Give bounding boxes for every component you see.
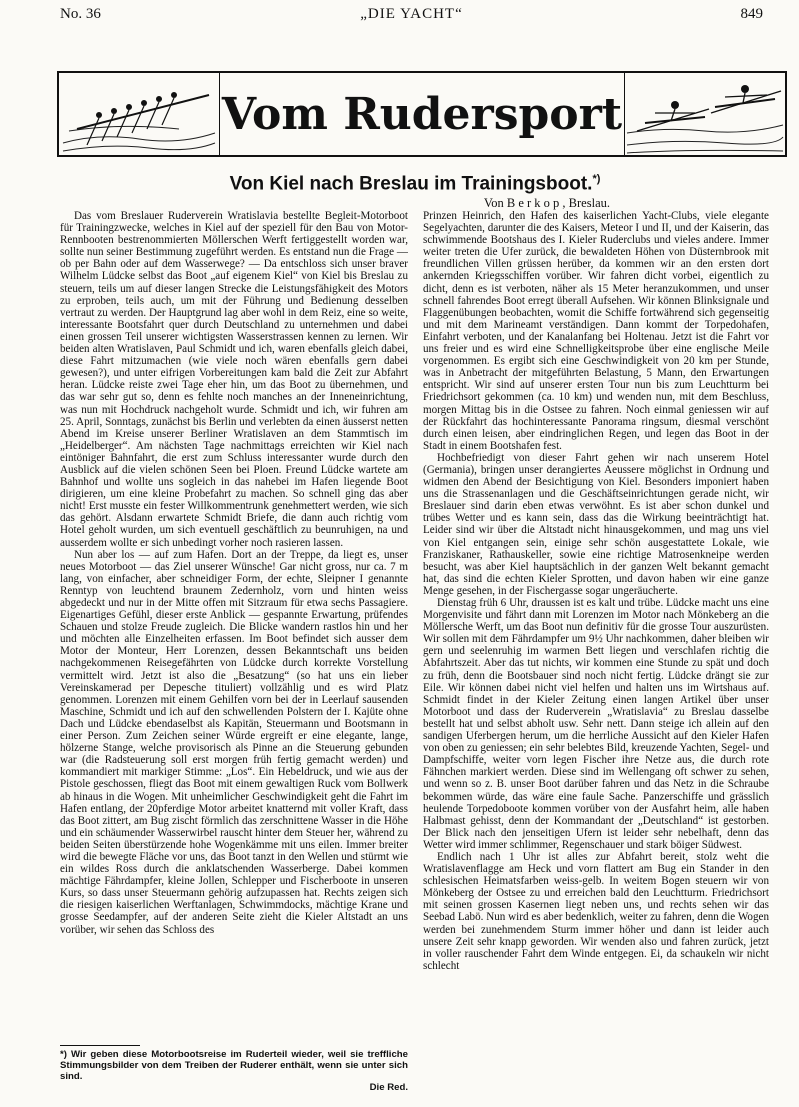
journal-name: „DIE YACHT“ <box>360 6 463 22</box>
footnote <box>60 1049 408 1093</box>
article-title <box>60 173 770 195</box>
banner-title: Vom Rudersport <box>221 88 623 140</box>
paragraph: Nun aber los — auf zum Hafen. Dort an der Treppe, da liegt es, unser neues Motorboot — das Ziel unserer Wünsche! Gar nicht gross, nur ca. 7 m lang, von einfacher, aber schneidiger Form, der echte, Sleipner I genannte Renntyp von leuchtend braunem Zedernholz, vorn und hinten weiss abgedeckt und nur in der Mitte offen mit Sitzraum für etwa sechs Passagiere. Eigenartiges Gefühl, dieser erste Anblick — gespannte Erwartung, prüfendes Schauen und stolze Freude zugleich. Die Blicke wandern rastlos hin und her und möchten alle Einzelheiten erfassen. Im Boot befindet sich ausser dem Motor der Monteur, Herr Lorenzen, dessen Bekanntschaft uns beiden nachgekommenen Reisegefährten von Lüdcke durch korrekte Vorstellung vermittelt wird. Jetzt ist also die „Besatzung“ (so hat uns ein lieber Vereinskamerad per Depesche tituliert) vollzählig und es wird Platz genommen. Lorenzen mit einem Gehilfen vorn bei der in Leerlauf sausenden Maschine, Schmidt und ich auf den schwellenden Polstern der I. Kajüte ohne Dach und Lüdcke ebendaselbst als Kapitän, Steuermann und Bootsmann in einer Person. Zum Zeichen seiner Würde ergreift er eine elegante, lange, hölzerne Stange, welche provisorisch als Pinne an die Steuerung gebunden war (die Radsteuerung soll erst morgen früh fertig gemacht werden) und kommandiert mit markiger Stimme: „Los“. Ein Hebeldruck, und wie aus der Pistole geschossen, fliegt das Boot mit einem gewaltigen Ruck vom Bollwerk ab hinaus in die Wogen. Mit unheimlicher Geschwindigkeit geht die Fahrt im Hafen entlang, der 20pferdige Motor arbeitet knatternd mit voller Kraft, dass das Boot zittert, am Bug zischt förmlich das zerschnittene Wasser in die Höhe und ein schäumender Wasserwirbel rauscht hinter dem Steuer her, während zu beiden Seiten überstürzende hohe Wogenkämme mit uns eilen. Immer breiter wird die bewegte Fläche vor uns, das Boot tanzt in den Wellen und stürmt wie ein wildes Ross durch die anklatschenden Wasserberge. Dabei kommen mächtige Fährdampfer, kleine Jollen, Schlepper und Fischerboote in unseren Kurs, so dass unser Steuermann gehörig aufzupassen hat. Rechts zeigen sich die riesigen kaiserlichen Werftanlagen, Schwimmdocks, mächtige Krane und grosse Seedampfer, auf der anderen Seite zieht die Kieler Altstadt an uns vorüber, wir sehen das Schloss des <box>60 548 408 936</box>
footnote-rule <box>60 1045 140 1046</box>
issue-number: No. 36 <box>60 6 101 22</box>
paragraph: Prinzen Heinrich, den Hafen des kaiserlichen Yacht-Clubs, viele elegante Segelyachten, darunter die des Kaisers, Meteor I und II, und der Kaiserin, das schwimmende Bootshaus des I. Kieler Ruderclubs und vieles andere. Immer weiter treten die Ufer zurück, die bewaldeten Höhen von Düsternbrook mit freundlichen Villen grüssen herüber, da kommen wir an den ersten dort ankernden Kriegsschiffen vorüber. Wir fahren dicht vorbei, eigentlich zu dicht, denn es ist verboten, näher als 15 Meter heranzukommen, und unser schnell fahrendes Boot erregt überall Aufsehen. Wir können Blinksignale und Flaggenübungen beobachten, womit die Schiffe fortwährend sich gegenseitig und mit dem Marineamt verständigen. Dann kommt der Torpedohafen, Einfahrt verboten, und der Kanalanfang bei Holtenau. Jetzt ist die Fahrt vor uns freier und es wird eine Schnelligkeitsprobe über eine englische Meile vorgenommen. Es ergibt sich eine Geschwindigkeit von 20 km per Stunde, was in Anbetracht der mitgeführten Belastung, 5 Mann, den Erwartungen entspricht. Wir sind auf unserer ersten Tour nun bis zum Leuchtturm bei Friedrichsort gekommen (ca. 10 km) und wenden nun, mit dem Beschluss, morgen Mittag bis in die Ostsee zu fahren. Noch einmal geniessen wir auf der Rückfahrt das hochinteressante Panorama ringsum, diesmal verschönt durch einen leisen, aber eindringlichen Regen, und legen das Boot in der Stadt in einem Bootshafen fest. <box>423 210 769 452</box>
paragraph: Endlich nach 1 Uhr ist alles zur Abfahrt bereit, stolz weht die Wratislavenflagge am Heck und vorn flattert am Bug ein Stander in den schlesischen Heimatsfarben weiss-gelb. In weitem Bogen steuern wir von Mönkeberg der Ostsee zu und erreichen bald den Leuchtturm. Friedrichsort mit seinen grossen Kasernen liegt neben uns, und rechts sehen wir das Seebad Labö. Nun wird es aber bedenklich, weiter zu fahren, denn die Wogen werden bei zunehmendem Sturm immer höher und dann ist leider auch unsere Zeit sehr knapp geworden. Wir wenden also und fahren zurück, jetzt in voller rauschender Fahrt dem Winde entgegen. Ei, da schaukeln wir nicht schlecht <box>423 850 769 972</box>
rowing-eight-illustration <box>59 73 220 155</box>
footnote-mark: *) <box>592 173 601 185</box>
article-title-text: Von Kiel nach Breslau im Trainingsboot. <box>229 173 593 195</box>
paragraph: Hochbefriedigt von dieser Fahrt gehen wir nach unserem Hotel (Germania), bringen unser derangiertes Aeussere möglichst in Ordnung und widmen den Abend der Besichtigung von Kiel. Besonders imponiert haben uns die Strassenanlagen und die Geschäftseinrichtungen gerade nicht, wir Breslauer sind darin eben etwas verwöhnt. Es ist aber schon dunkel und trübes Wetter und es kann sein, dass das die Wirkung beeinträchtigt hat. Leider sind wir über die Altstadt nicht hinausgekommen, und mag uns viel von Kiel entgangen sein, einige sehr schön ausgestattete Lokale, wie Franziskaner, Rathauskeller, sowie eine richtige Matrosenkneipe werden besucht, was aber Kiel hauptsächlich in der ganzen Welt bekannt gemacht hat, das sind die echten Kieler Sprotten, und davon haben wir eine ganze Menge gesehen, in der Fischergasse sogar ungeräucherte. <box>423 451 769 597</box>
footnote-text: *) Wir geben diese Motorbootsreise im Ruderteil wieder, weil sie treffliche Stimmungsbilder von dem Treiben der Ruderer enthält, wenn sie unter sich sind. <box>60 1049 408 1082</box>
text-column-right <box>423 210 769 1098</box>
paragraph: Dienstag früh 6 Uhr, draussen ist es kalt und trübe. Lüdcke macht uns eine Morgenvisite und fährt dann mit Lorenzen im Motor nach Mönkeberg an die Möllersche Werft, um das Boot nun definitiv für die grosse Tour auszurüsten. Wir sollen mit dem Fährdampfer um 9½ Uhr nachkommen, daher bleiben wir gern und seelenruhig im warmen Bett liegen und verschlafen richtig die Abfahrtszeit. Aber das tut nichts, wir kommen eine Stunde zu spät und doch zu früh, denn die Bootsbauer sind noch nicht fertig. Lüdcke drängt sie zur Eile. Wir können dabei nicht viel helfen und halten uns im Wirtshaus auf. Schmidt findet in der Kieler Zeitung einen langen Artikel über unser Motorboot und dass der Ruderverein „Wratislavia“ zu Breslau dasselbe bestellt hat und selbst abholt usw. Sehr nett. Dann steige ich allein auf den sandigen Uferbergen herum, um die herrliche Aussicht auf den Kieler Hafen von oben zu geniessen; ein sehr belebtes Bild, kreuzende Yachten, Segel- und Dampfschiffe, weiter vorn legen Fischer ihre Netze aus, die durch rote Fähnchen markiert werden. Diese sind im Wellengang oft schwer zu sehen, und wenn so z. B. unser Boot darüber fahren und das Netz in die Schraube bekommen würde, das wäre eine faule Sache. Panzerschiffe und grässlich heulende Torpedoboote kommen vorüber von der Ausfahrt heim, alle haben Halbmast gehisst, denn der Kommandant der „Deutschland“ ist gestorben. Der Blick nach den jenseitigen Ufern ist leider sehr nebelhaft, denn das Wetter wird immer schlimmer, Regenschauer und stark böiger Südwest. <box>423 597 769 851</box>
footnote-signature: Die Red. <box>369 1082 408 1093</box>
byline: Von B e r k o p , Breslau. <box>483 196 610 210</box>
running-header <box>60 6 763 32</box>
section-banner <box>57 71 787 157</box>
page-number: 849 <box>740 6 763 22</box>
text-column-left <box>60 210 408 1043</box>
single-sculler-illustration <box>624 73 785 155</box>
paragraph: Das vom Breslauer Ruderverein Wratislavia bestellte Begleit-Motorboot für Trainingzwecke, welches in Kiel auf der speziell für den Bau von Motor-Rennbooten bestrenommierten Möllerschen Werft fertiggestellt worden war, sollte nun seiner Bestimmung zugeführt werden. Es entstand nun die Frage — ob per Bahn oder auf dem Wasserwege? — Da entschloss sich unser braver Wilhelm Lüdcke selbst das Boot „auf eigenem Kiel“ von Kiel bis Breslau zu steuern, teils um auf dieser langen Strecke die Leistungsfähigkeit des Motors zu erproben, teils auch, um mit der Führung und Bedienung desselben vertraut zu werden. Der Hauptgrund lag aber wohl in dem Reiz, eine so weite, interessante Bootsfahrt quer durch Deutschland zu unternehmen und dabei einen grossen Teil unserer wichtigsten Wasserstrassen kennen zu lernen. Wir beiden alten Wratislaven, Paul Schmidt und ich, waren ebenfalls gleich dabei, diese Fahrt mitzumachen (wie viele noch wären ebenfalls gern dabei gewesen?), und unter eifrigen Vorbereitungen kam bald die Zeit zur Abfahrt heran. Lüdcke reiste zwei Tage eher hin, um das Boot zu übernehmen, und das war sehr gut so, denn es fehlte noch manches an der Inneneinrichtung, was nun mit Hochdruck nachgeholt wurde. Schmidt und ich, wir fuhren am 25. April, Sonntags, zunächst bis Berlin und verlebten da einen äusserst netten Abend im Kreise unserer Berliner Wratislaven an dem Stammtisch im „Heidelberger“. Am nächsten Tage nachmittags erreichten wir Kiel nach eintöniger Bahnfahrt, die erst zum Schluss interessanter wurde durch den Ausblick auf die vielen schönen Seen bei Ploen. Freund Lüdcke wartete am Bahnhof und wollte uns sogleich in das nahebei im Hafen liegende Boot dirigieren, um eine kleine Probefahrt zu machen. So schnell ging das aber nicht! Erst musste ein fester Willkommentrunk genehmettert werden, wie sich das gehört. Alsdann erwartete Schmidt Briefe, die dann auch richtig vom Hotel geholt wurden, um sich eventuell geschäftlich zu beunruhigen, na und ausserdem wollte er sich unbedingt vorher noch rasieren lassen. <box>60 210 408 549</box>
